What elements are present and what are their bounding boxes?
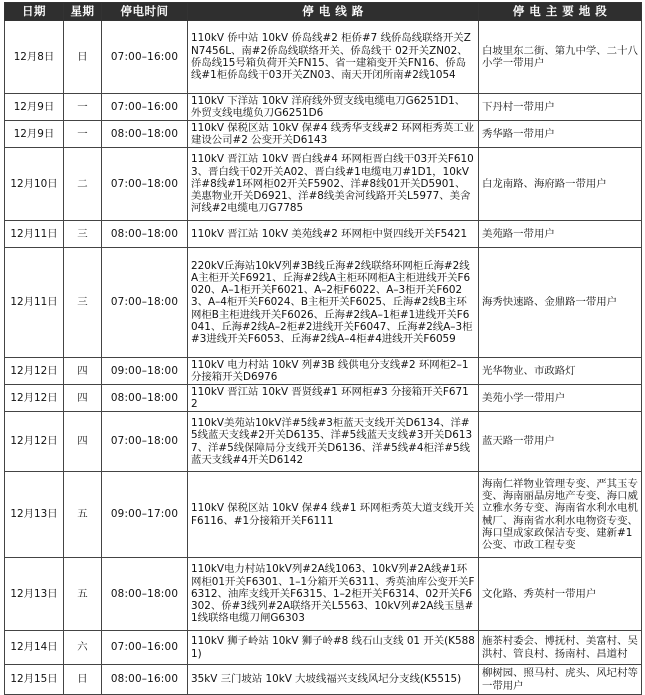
cell-line: 110kV 侨中站 10kV 侨岛线#2 柜侨#7 线侨岛线联络开关ZN7456L、南#2侨岛线联络开关、侨岛线干 02开关ZN02、侨岛线15号箱负荷开关FN15、省一建箱变开关FN16、侨岛线#1柜侨岛线干03开关ZN03、南天开闭所南#2线1054: [188, 21, 479, 94]
cell-area: 秀华路一带用户: [479, 121, 642, 148]
cell-weekday: 三: [64, 248, 102, 358]
cell-line: 110kV电力村站10kV列#2A线1063、10kV列#2A线#1环网柜01开关F6301、1–1分箱开关6311、秀英油库公变开关F6312、油库支线开关F6315、1–2柜开关F6314、02开关F6302、侨#3线列#2A联络开关L5563、10kV列#2A线玉垦#1线联络电缆刀闸G6303: [188, 558, 479, 631]
header-row: [5, 3, 642, 21]
cell-time: 07:00–16:00: [102, 94, 188, 121]
table-row: [5, 558, 642, 631]
table-row: [5, 221, 642, 248]
cell-date: 12月10日: [5, 148, 64, 221]
table-row: [5, 248, 642, 358]
cell-weekday: 一: [64, 121, 102, 148]
cell-weekday: 三: [64, 221, 102, 248]
cell-time: 08:00–18:00: [102, 221, 188, 248]
cell-date: 12月14日: [5, 631, 64, 665]
table-body: [5, 21, 642, 695]
header-line: 停 电 线 路: [188, 3, 479, 21]
table-row: [5, 94, 642, 121]
cell-area: 白龙南路、海府路一带用户: [479, 148, 642, 221]
cell-date: 12月11日: [5, 248, 64, 358]
cell-area: 柳树园、照马村、虎头、风圮村等一带用户: [479, 665, 642, 695]
cell-weekday: 二: [64, 148, 102, 221]
cell-time: 08:00–18:00: [102, 558, 188, 631]
table-row: [5, 412, 642, 472]
cell-line: 110kV 下洋站 10kV 洋府线外贸支线电缆电刀G6251D1、外贸支线电缆负刀G6251D6: [188, 94, 479, 121]
table-row: [5, 21, 642, 94]
cell-time: 07:00–18:00: [102, 248, 188, 358]
cell-weekday: 五: [64, 558, 102, 631]
cell-date: 12月12日: [5, 412, 64, 472]
cell-area: 海秀快速路、金鼎路一带用户: [479, 248, 642, 358]
cell-date: 12月9日: [5, 121, 64, 148]
cell-time: 07:00–16:00: [102, 631, 188, 665]
cell-time: 08:00–18:00: [102, 121, 188, 148]
cell-weekday: 四: [64, 385, 102, 412]
cell-time: 08:00–18:00: [102, 385, 188, 412]
table-row: [5, 472, 642, 558]
cell-area: 海南仁祥物业管理专变、严其玉专变、海南丽晶房地产专变、海口威立雅水务专变、海南省水利水电机械厂、海南省水利水电物资专变、海口望成家政保洁专变、建新#1公变、市政工程专变: [479, 472, 642, 558]
cell-time: 07:00–18:00: [102, 412, 188, 472]
cell-line: 220kV丘海站10kV列#3B线丘海#2线联络环网柜丘海#2线A主柜开关F6921、丘海#2线A主柜环网柜A主柜进线开关F6020、A–1柜开关F6021、A–2柜F6022、A–3柜开关F6023、A–4柜开关F6024、B主柜开关F6025、丘海#2线B主环网柜B主柜进线开关F6026、丘海#2线A–1柜#1进线开关F6041、丘海#2线A–2柜#2进线开关F6047、丘海#2线A–3柜#3进线开关F6053、丘海#2线A–4柜#4进线开关F6059: [188, 248, 479, 358]
table-row: [5, 665, 642, 695]
cell-weekday: 六: [64, 631, 102, 665]
cell-line: 110kV 狮子岭站 10kV 狮子岭#8 线石山支线 01 开关(K5881): [188, 631, 479, 665]
cell-area: 文化路、秀英村一带用户: [479, 558, 642, 631]
cell-weekday: 四: [64, 412, 102, 472]
cell-area: 下丹村一带用户: [479, 94, 642, 121]
cell-area: 美苑小学一带用户: [479, 385, 642, 412]
cell-weekday: 日: [64, 665, 102, 695]
table-row: [5, 358, 642, 385]
cell-date: 12月9日: [5, 94, 64, 121]
header-time: 停电时间: [102, 3, 188, 21]
cell-weekday: 五: [64, 472, 102, 558]
cell-line: 110kV美苑站10kV洋#5线#3柜蓝天支线开关D6134、洋#5线蓝天支线#2开关D6135、洋#5线蓝天支线#3开关D6137、洋#5线保障局分支线开关D6136、洋#5线#4柜洋#5线蓝天支线#4开关D6142: [188, 412, 479, 472]
cell-weekday: 日: [64, 21, 102, 94]
cell-area: 施茶村委会、博抚村、美富村、吴洪村、管良村、扬南村、昌道村: [479, 631, 642, 665]
cell-weekday: 四: [64, 358, 102, 385]
cell-area: 白坡里东二街、第九中学、二十八小学一带用户: [479, 21, 642, 94]
cell-line: 110kV 晋江站 10kV 晋贤线#1 环网柜#3 分接箱开关F6712: [188, 385, 479, 412]
cell-date: 12月13日: [5, 472, 64, 558]
cell-date: 12月15日: [5, 665, 64, 695]
cell-line: 110kV 保税区站 10kV 保#4 线#1 环网柜秀英大道支线开关F6116、#1分接箱开关F6111: [188, 472, 479, 558]
header-area: 停 电 主 要 地 段: [479, 3, 642, 21]
table-header: [5, 3, 642, 21]
header-date: 日期: [5, 3, 64, 21]
table-row: [5, 148, 642, 221]
table-row: [5, 385, 642, 412]
header-weekday: 星期: [64, 3, 102, 21]
cell-time: 09:00–17:00: [102, 472, 188, 558]
cell-area: 光华物业、市政路灯: [479, 358, 642, 385]
cell-date: 12月8日: [5, 21, 64, 94]
cell-time: 09:00–18:00: [102, 358, 188, 385]
cell-time: 08:00–16:00: [102, 665, 188, 695]
cell-time: 07:00–18:00: [102, 148, 188, 221]
cell-line: 110kV 保税区站 10kV 保#4 线秀华支线#2 环网柜秀英工业建设公司#2 公变开关D6143: [188, 121, 479, 148]
cell-area: 美苑路一带用户: [479, 221, 642, 248]
power-outage-table: [4, 2, 642, 695]
table-row: [5, 121, 642, 148]
cell-line: 110kV 晋江站 10kV 美苑线#2 环网柜中贤四线开关F5421: [188, 221, 479, 248]
table-row: [5, 631, 642, 665]
cell-area: 蓝天路一带用户: [479, 412, 642, 472]
cell-line: 35kV 三门坡站 10kV 大坡线福兴支线风圮分支线(K5515): [188, 665, 479, 695]
cell-line: 110kV 晋江站 10kV 晋白线#4 环网柜晋白线干03开关F6103、晋白线干02开关A02、晋白线#1电缆电刀#1D1，10kV洋#8线#1环网柜02开关F5902、洋#8线01开关D5901、美惠物业开关D6921、洋#8线美舍河线路开关L5977、美舍河线#2电缆电刀G7785: [188, 148, 479, 221]
cell-date: 12月11日: [5, 221, 64, 248]
cell-weekday: 一: [64, 94, 102, 121]
cell-date: 12月12日: [5, 385, 64, 412]
cell-date: 12月12日: [5, 358, 64, 385]
cell-line: 110kV 电力村站 10kV 列#3B 线供电分支线#2 环网柜2–1分接箱开关D6976: [188, 358, 479, 385]
cell-date: 12月13日: [5, 558, 64, 631]
cell-time: 07:00–16:00: [102, 21, 188, 94]
